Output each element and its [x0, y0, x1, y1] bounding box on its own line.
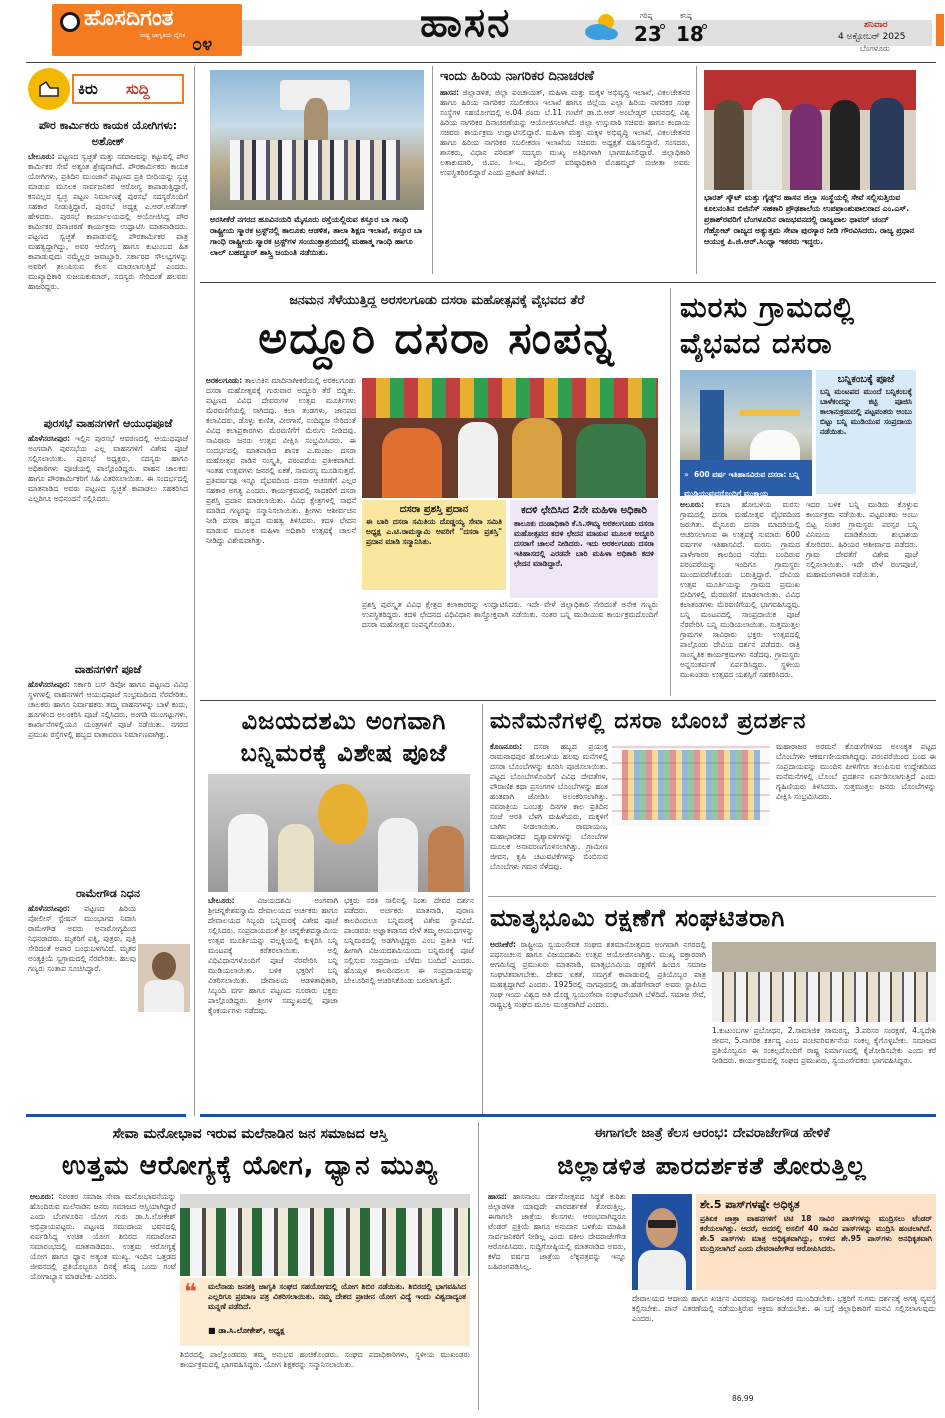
gandhi-photo	[210, 70, 424, 210]
jilla-box-title: ಶೇ.5 ಪಾಸ್‌ಗಳಷ್ಟೇ ಅಧಿಕೃತ	[700, 1198, 800, 1211]
marasu-box-body: ಬನ್ನಿ ಮಂಟಪದ ಮುಂದೆ ಬನ್ನಿಕಂಬಕ್ಕೆ ಬಾಳೆಕಂದನ್ನು ಕಟ್ಟಿ ಪೂಜಿಸಿ ಕಾಲಾನುಕ್ರಮದಲ್ಲಿ ಪಟ್ಟವಂತರು ಅಂಬು ಬಿಟ್ಟು ಬನ್ನಿ ಮುಡಿಯುವ ಸಂಪ್ರದಾಯ ನಡೆಯಿತು.	[820, 387, 912, 436]
dateline: ಅರಸೀಕೆರೆ:	[490, 940, 516, 949]
blue-caption-text: 600 ವರ್ಷ ಇತಿಹಾಸವಿರುವ ದಸರಾ: ಬನ್ನಿ ಮುಡಿಯುವುದರೊಂದಿಗೆ ಮುಕ್ತಾಯ	[684, 470, 800, 498]
vijaya-headline-1: ವಿಜಯದಶಮಿ ಅಂಗವಾಗಿ	[241, 707, 447, 735]
sidebar-item	[28, 416, 188, 632]
dasara-body: ತಾಲೂಕಿನ ಮಾದಿನಾಗೀಕರೆಯಲ್ಲಿ ಅರಕಲಗೂಡು ದಸರಾ ಮಹೋತ್ಸವಕ್ಕೆ ಗುರುವಾರ ಅದ್ದೂರಿ ತೆರೆ ಬಿದ್ದಿತು. ಪಟ್ಟಣದ ವಿವಿಧ ದೇವರುಗಳ ಉತ್ಸವ ಮೂರ್ತಿಗಳು ಮೆರವಣಿಗೆಯಲ್ಲಿ ಸಾಗಿದವು. ಕಲಾ ತಂಡಗಳು, ಜಾನಪದ ಕಲಾವಿದರು, ಡೊಳ್ಳು ಕುಣಿತ, ವೀರಗಾಸೆ, ನಂದಿಧ್ವಜ ಸೇರಿದಂತೆ ವಿವಿಧ ಕಲಾಪ್ರಕಾರಗಳು ಮೆರವಣಿಗೆಗೆ ಮೆರುಗು ನೀಡಿದವು. ಸಾವಿರಾರು ಜನರು ಉತ್ಸವ ವೀಕ್ಷಿಸಿ ಸಂಭ್ರಮಿಸಿದರು. ಈ ಸಂದರ್ಭದಲ್ಲಿ ಮಾತನಾಡಿದ ಶಾಸಕ ಎ.ಮಂಜು ದಸರಾ ಮಹೋತ್ಸವ ನಾಡಿನ ಸಂಸ್ಕೃತಿ, ಪರಂಪರೆಯ ಪ್ರತೀಕವಾಗಿದೆ. ಇಂತಹ ಉತ್ಸವಗಳು ಜನರಲ್ಲಿ ಏಕತೆ, ಸಾಮರಸ್ಯ ಮೂಡಿಸುತ್ತವೆ. ಪ್ರತಿವರ್ಷವೂ ಇನ್ನೂ ವೈಭವದಿಂದ ದಸರಾ ಆಚರಣೆಗೆ ಎಲ್ಲರ ಸಹಕಾರ ಅಗತ್ಯ ಎಂದರು. ಕಾರ್ಯಕ್ರಮದಲ್ಲಿ ಸಾಧಕರಿಗೆ ದಸರಾ ಪ್ರಶಸ್ತಿ ಪ್ರದಾನ ಮಾಡಲಾಯಿತು. ವಿವಿಧ ಕ್ಷೇತ್ರಗಳಲ್ಲಿ ಸಾಧನೆ ಮಾಡಿದ ಗಣ್ಯರನ್ನು ಸನ್ಮಾನಿಸಲಾಯಿತು. ಶ್ರೀಗಳು ಆಶೀರ್ವಚನ ನೀಡಿ ದಸರಾ ಹಬ್ಬದ ಮಹತ್ವ ತಿಳಿಸಿದರು. ಕದಳಿ ಛೇದನ ಮಾಡುವ ಮೂಲಕ ಮಹಿಳಾ ಅಧಿಕಾರಿ ಉತ್ಸವಕ್ಕೆ ಚಾಲನೆ ನೀಡಿದ್ದು ವಿಶೇಷವಾಗಿತ್ತು.	[206, 376, 356, 545]
vijaya-article	[208, 896, 338, 1110]
logo-text: ಹೊಸದಿಗಂತ	[84, 6, 174, 31]
jilla-box	[696, 1194, 936, 1290]
dateline: ಆಲೂರು:	[30, 1192, 54, 1201]
weather-icon	[582, 12, 622, 42]
column-divider	[696, 66, 697, 274]
sidebar-item	[28, 662, 188, 878]
min-temp-label: ಕನಿಷ್ಠ	[680, 12, 692, 20]
bombe-body: ದಸರಾ ಹಬ್ಬದ ಪ್ರಯುಕ್ತ ರಾಮನಾಥಪುರ ಹೋಬಳಿಯ ಹಲವು ಮನೆಗಳಲ್ಲಿ ದಸರಾ ಬೊಂಬೆಗಳನ್ನು ಕೂರಿಸಿ ಪೂಜಿಸಲಾಯಿತು. ಪಟ್ಟದ ಬೊಂಬೆಗಳೊಂದಿಗೆ ವಿವಿಧ ದೇವತೆಗಳ, ಪೌರಾಣಿಕ ಕಥಾ ಪ್ರಸಂಗಗಳ ಬೊಂಬೆಗಳನ್ನು ಹಂತ ಹಂತವಾಗಿ ಜೋಡಿಸಿ ಅಲಂಕರಿಸಲಾಗಿತ್ತು. ನವರಾತ್ರಿಯ ಒಂಬತ್ತು ದಿನಗಳ ಕಾಲ ಪ್ರತಿದಿನ ಸಂಜೆ ಆರತಿ ಬೆಳಗಿ ಮಹಿಳೆಯರು, ಮಕ್ಕಳಿಗೆ ಬಾಗಿನ ನೀಡಲಾಯಿತು. ರಾಮಾಯಣ, ಮಹಾಭಾರತದ ದೃಶ್ಯಾವಳಿಗಳನ್ನು ಬೊಂಬೆಗಳ ಮೂಲಕ ಅನಾವರಣಗೊಳಿಸಲಾಗಿತ್ತು. ಗ್ರಾಮೀಣ ಜೀವನ, ಕೃಷಿ ಚಟುವಟಿಕೆಗಳನ್ನು ಬಿಂಬಿಸುವ ಬೊಂಬೆಗಳು ಗಮನ ಸೆಳೆದವು.	[490, 742, 608, 871]
dasara-photo	[362, 378, 658, 498]
masthead-rule	[26, 62, 936, 63]
sidebar-item-body: ಪಟ್ಟಣದ ಹಿರಿಯ ಪೋಲೀಸ್ ಸ್ಟೇಷನ್ ಮುಂಭಾಗದ ನಿವಾಸಿ ರಾಮೇಗೌಡ ಅವರು ಅನಾರೋಗ್ಯದಿಂದ ನಿಧನರಾದರು. ಮೃತರಿಗೆ ಪತ್ನಿ, ಪುತ್ರರು, ಪುತ್ರಿ ಸೇರಿದಂತೆ ಅಪಾರ ಬಂಧುಬಳಗವಿದೆ. ಮೃತರ ಅಂತ್ಯಕ್ರಿಯೆ ಸ್ವಗ್ರಾಮದಲ್ಲಿ ನೆರವೇರಿತು. ಹಲವು ಗಣ್ಯರು ಸಂತಾಪ ಸೂಚಿಸಿದ್ದಾರೆ.	[28, 904, 136, 973]
yoga-caption-body: ಮಲೆನಾಡು ಜನಶಕ್ತಿ ಜಾಗೃತಿ ಸಂಘದ ಸಹಯೋಗದಲ್ಲಿ ಯೋಗ ಶಿಬಿರ ನಡೆಯಿತು. ಶಿಬಿರದಲ್ಲಿ ಭಾಗವಹಿಸಿದ ಎಲ್ಲರಿಗೂ ಪ್ರಮಾಣ ಪತ್ರ ವಿತರಿಸಲಾಯಿತು. ನಮ್ಮ ದೇಶದ ಪ್ರಾಚೀನ ಯೋಗ ವಿದ್ಯೆ ಇಂದು ವಿಶ್ವದಾದ್ಯಂತ ಮನ್ನಣೆ ಪಡೆದಿದೆ.	[208, 1282, 466, 1311]
jilla-amount: 86.99	[732, 1394, 754, 1403]
side-box-body: ತಾಲೂಕು ದಂಡಾಧಿಕಾರಿ ಕೆ.ಸಿ.ಸೌಮ್ಯ ಅರಕಲಗೂಡು ದಸರಾ ಮಹೋತ್ಸವದ ಕದಳಿ ಛೇದನ ಮಾಡುವ ಮೂಲಕ ಅದ್ದೂರಿ ದಸರಾಗೆ ಚಾಲನೆ ನೀಡಿದರು. ಇದು ಅರಕಲಗೂಡು ದಸರಾ ಇತಿಹಾಸದಲ್ಲಿ ಎರಡನೇ ಬಾರಿ ಮಹಿಳಾ ಅಧಿಕಾರಿ ಕದಳಿ ಛೇದನ ಮಾಡಿದ್ದಾರೆ.	[514, 519, 654, 568]
masthead-city: ಹಾಸನ	[420, 0, 512, 46]
registration-marks	[586, 1410, 626, 1416]
senior-body: ಜಿಲ್ಲಾಡಳಿತ, ಜಿಲ್ಲಾ ಪಂಚಾಯತ್, ಮಹಿಳಾ ಮತ್ತು ಮಕ್ಕಳ ಅಭಿವೃದ್ಧಿ ಇಲಾಖೆ, ವಿಕಲಚೇತನರ ಹಾಗೂ ಹಿರಿಯ ನಾಗರಿಕರ ಸಬಲೀಕರಣ ಇಲಾಖೆ ಹಾಗೂ ಜಿಲ್ಲೆಯ ಎಲ್ಲಾ ಹಿರಿಯ ನಾಗರಿಕರ ಸಂಘ ಸಂಸ್ಥೆಗಳ ಸಹಯೋಗದಲ್ಲಿ ಅ.04 ರಂದು ಬೆ.11 ಗಂಟೆಗೆ ಡಾ.ಬಿ.ಆರ್ ಅಂಬೇಡ್ಕರ್ ಭವನದಲ್ಲಿ ವಿಶ್ವ ಹಿರಿಯ ನಾಗರಿಕರ ದಿನಾಚರಣೆಯನ್ನು ಆಯೋಜಿಸಲಾಗಿದೆ. ಜಿಲ್ಲಾ ಉಸ್ತುವಾರಿ ಸಚಿವರು ಹಾಗೂ ಕಂದಾಯ ಸಚಿವರು ಕಾರ್ಯಕ್ರಮ ಉದ್ಘಾಟಿಸಲಿದ್ದಾರೆ. ಮಹಿಳಾ ಮತ್ತು ಮಕ್ಕಳ ಅಭಿವೃದ್ಧಿ ಇಲಾಖೆ, ವಿಕಲಚೇತನರ ಹಾಗೂ ಹಿರಿಯ ನಾಗರಿಕರ ಸಬಲೀಕರಣ ಇಲಾಖೆಯ ಸಚಿವರು ಅಧ್ಯಕ್ಷತೆ ವಹಿಸಲಿದ್ದಾರೆ. ಸಂಸದರು, ಶಾಸಕರು, ವಿಧಾನ ಪರಿಷತ್ ಸದಸ್ಯರು ಮುಖ್ಯ ಅತಿಥಿಗಳಾಗಿ ಭಾಗವಹಿಸಲಿದ್ದಾರೆ. ಜಿಲ್ಲಾಧಿಕಾರಿ ಲತಾಕುಮಾರಿ, ಜಿ.ಪಂ. ಸಿಇಒ, ಪೊಲೀಸ್ ವರಿಷ್ಠಾಧಿಕಾರಿ ಮೊಹಮ್ಮದ್ ಸುಜೀತಾ ಅವರು ಉಪಸ್ಥಿತರಿರಲಿದ್ದಾರೆ ಎಂದು ಪ್ರಕಟಣೆ ತಿಳಿಸಿದೆ.	[440, 88, 690, 177]
sidebar-item-heading: ರಾಮೇಗೌಡ ನಿಧನ	[76, 887, 140, 900]
vijaya-body: ವಿಜಯದಶಮಿ ಅಂಗವಾಗಿ ಶ್ರೀಚನ್ನಕೇಶವಸ್ವಾಮಿ ದೇವಾಲಯದ ಅರ್ಚಕರು ಹಾಗೂ ದೇವಾಲಯದ ಸಿಬ್ಬಂದಿ ಬನ್ನಿಮರಕ್ಕೆ ವಿಶೇಷ ಪೂಜೆ ಸಲ್ಲಿಸಿದರು. ಸಂಪ್ರದಾಯದಂತೆ ಶ್ರೀ ಚನ್ನಕೇಶವಸ್ವಾಮಿಯ ಉತ್ಸವ ಮೂರ್ತಿಯನ್ನು ಪಲ್ಲಕ್ಕಿಯಲ್ಲಿ ಕುಳ್ಳಿರಿಸಿ ಬನ್ನಿ ಮಂಟಪಕ್ಕೆ ಕರೆತರಲಾಯಿತು. ಅಲ್ಲಿ ವಿಧಿವಿಧಾನಗಳೊಂದಿಗೆ ಪೂಜೆ ನೆರವೇರಿಸಿ ಬನ್ನಿ ಮುಡಿಯಲಾಯಿತು. ಬಳಿಕ ಭಕ್ತರಿಗೆ ಬನ್ನಿ ವಿತರಿಸಲಾಯಿತು. ದೇವಾಲಯ ಆಡಳಿತಾಧಿಕಾರಿ, ಸಿಬ್ಬಂದಿ ವರ್ಗ ಹಾಗೂ ಪಟ್ಟಣದ ನೂರಾರು ಭಕ್ತರು ಪಾಲ್ಗೊಂಡಿದ್ದರು. ಶ್ರೀಗಳ ಸಮ್ಮುಖದಲ್ಲಿ ಪೂಜಾ ಕೈಂಕರ್ಯಗಳು ನಡೆದವು.	[208, 896, 338, 1015]
vijaya-photo	[208, 774, 470, 892]
obituary-photo	[138, 944, 190, 1012]
logo-tagline: ರಾಷ್ಟ್ರ ಜಾಗೃತಿಯ ದೈನಿಕ	[140, 32, 186, 39]
kiru-suddi-hand-icon	[28, 68, 70, 110]
suddi-label: ಸುದ್ದಿ	[126, 80, 150, 98]
degree-icon	[660, 24, 665, 29]
sidebar-item-body: ಪಟ್ಟಣದ ಸ್ವಚ್ಛತೆ ಮತ್ತು ಸಮಾಜವನ್ನು ಕಟ್ಟುವಲ್ಲಿ ಪೌರ ಕಾರ್ಮಿಕರ ಸೇವೆ ಅತ್ಯಂತ ಶ್ರೇಷ್ಠವಾಗಿದೆ. ಪೌರಕಾರ್ಮಿಕರು ಕಾಯಕ ಯೋಗಿಗಳು, ಪ್ರತಿದಿನ ಮುಂಜಾನೆ ಪಟ್ಟಣದ ಪ್ರತಿ ಬೀದಿಯನ್ನು ಸ್ವಚ್ಛ ಮಾಡುವ ಮೂಲಕ ಸಾರ್ವಜನಿಕರ ಆರೋಗ್ಯ ಕಾಪಾಡುತ್ತಿದ್ದಾರೆ, ಕಸವಿಲ್ಲದ ಸ್ವಚ್ಛ ಪಟ್ಟಣ ನಿರ್ಮಾಣಕ್ಕೆ ಪುರಸಭೆ ಸದಸ್ಯರೊಂದಿಗೆ ಸಹಕಾರ ನೀಡುತ್ತಿದ್ದಾರೆ. ಪುರಸಭೆ ಅಧ್ಯಕ್ಷ ಎ.ಆರ್.ಅಶೋಕ್ ಹೇಳಿದರು. ಪುರಸಭೆ ಕಾರ್ಯಾಲಯದಲ್ಲಿ ಆಯೋಜಿಸಿದ್ದ ಪೌರ ಕಾರ್ಮಿಕರ ದಿನಾಚರಣೆ ಕಾರ್ಯಕ್ರಮ ಉದ್ಘಾಟಿಸಿ ಮಾತನಾಡಿದರು. ಪಟ್ಟಣದ ಸ್ವಚ್ಛತೆ ಕಾಪಾಡುವಲ್ಲಿ ಪೌರಕಾರ್ಮಿಕರ ಪಾತ್ರ ಮಹತ್ವದ್ದಾಗಿದ್ದು, ಅವರ ಆರೋಗ್ಯ ಹಾಗೂ ಕುಟುಂಬದ ಹಿತ ಕಾಪಾಡುವುದು ನಮ್ಮೆಲ್ಲರ ಜವಾಬ್ದಾರಿ. ಸರ್ಕಾರದ ಸೌಲಭ್ಯಗಳನ್ನು ಅವರಿಗೆ ತಲುಪಿಸುವ ಕೆಲಸ ಮಾಡಲಾಗುತ್ತಿದೆ ಎಂದರು. ಮುಖ್ಯಾಧಿಕಾರಿ ಸುಜಯಕುಮಾರ್, ಸದಸ್ಯರು ಸೇರಿದಂತೆ ಹಲವರು ಹಾಜರಿದ್ದರು.	[28, 152, 188, 291]
senior-heading: ಇಂದು ಹಿರಿಯ ನಾಗರಿಕರ ದಿನಾಚರಣೆ	[440, 69, 594, 84]
award-photo	[704, 70, 916, 190]
section-rule	[488, 896, 936, 897]
matru-article	[490, 940, 706, 1110]
marasu-box-title: ಬನ್ನಿಕಂಬಕ್ಕೆ ಪೂಜೆ	[837, 374, 895, 385]
dateline: ಅರಕಲಗೂಡು:	[206, 376, 243, 385]
min-temp: 18	[676, 22, 704, 46]
yoga-photo	[180, 1194, 470, 1276]
dateline: ಆಲೂರು:	[680, 500, 704, 509]
kiru-suddi-logo[interactable]	[28, 68, 186, 112]
blue-caption-arrow-icon: »	[684, 470, 689, 479]
dateline: ಹೊಳೆನರಸೀಪುರ:	[28, 434, 71, 443]
marasu-headline-2: ವೈಭವದ ದಸರಾ	[680, 327, 833, 360]
kiru-label: ಕಿರು	[78, 80, 98, 98]
marasu-blue-caption	[680, 460, 812, 496]
quote-attribution: ■ ಡಾ.ಸಿ.ಲೋಕೇಶ್, ಅಧ್ಯಕ್ಷ	[208, 1326, 285, 1335]
yoga-body: ನಿರಂತರ ಸಮಾಜ ಸೇವಾ ಮನೋಭಾವನೆಯನ್ನು ಹೊಂದಿರುವ ಮಲೆನಾಡಿನ ಜನರು ಸಮಾಜದ ಆಸ್ತಿಯಾಗಿದ್ದಾರೆ ಎಂದು ಬೆಂಗಳೂರಿನ ಯೋಗ ಗುರು ಡಾ.ಸಿ.ಲೋಕೇಶ್ ಅಭಿಪ್ರಾಯಪಟ್ಟರು. ಪಟ್ಟಣದ ಸಮುದಾಯ ಭವನದಲ್ಲಿ ಏರ್ಪಡಿಸಿದ್ದ ಉಚಿತ ಯೋಗ ಶಿಬಿರದ ಸಮಾರೋಪ ಸಮಾರಂಭದಲ್ಲಿ ಮಾತನಾಡಿದರು. ಉತ್ತಮ ಆರೋಗ್ಯಕ್ಕೆ ಯೋಗ ಹಾಗೂ ಧ್ಯಾನ ಅತ್ಯಂತ ಮುಖ್ಯ. ಇಂದಿನ ಒತ್ತಡದ ಜೀವನದಲ್ಲಿ ಪ್ರತಿಯೊಬ್ಬರೂ ದಿನಕ್ಕೆ ಕನಿಷ್ಠ ಒಂದು ಗಂಟೆ ಯೋಗಾಭ್ಯಾಸ ಮಾಡಬೇಕು ಎಂದರು.	[30, 1192, 176, 1281]
registration-marks	[846, 1410, 886, 1416]
marasu-box	[816, 370, 916, 494]
dasara-article-continued: ಪ್ರಶಸ್ತಿ ಪುರಸ್ಕೃತ ವಿವಿಧ ಕ್ಷೇತ್ರದ ಕಲಾಕಾರರನ್ನು ಉದ್ಘಾಟಿಸಿದರು. ಇದೇ ವೇಳೆ ಜಿಲ್ಲಾಧಿಕಾರಿ ಸೇರಿದಂತೆ ಅನೇಕ ಗಣ್ಯರು ಉಪಸ್ಥಿತರಿದ್ದರು. ಕದಳಿ ಛೇದನದ ವಿಧಿವಿಧಾನ ಶಾಸ್ತ್ರೋಕ್ತವಾಗಿ ನಡೆಯಿತು. ನಂತರ ಬನ್ನಿ ಮುಡಿಯುವ ಕಾರ್ಯಕ್ರಮದೊಂದಿಗೆ ದಸರಾ ಮಹೋತ್ಸವ ಸಂಪನ್ನಗೊಂಡಿತು.	[362, 600, 658, 629]
section-rule	[200, 1114, 936, 1117]
dasara-kicker: ಜನಮನ ಸೆಳೆಯುತ್ತಿದ್ದ ಅರಸಲಗೂಡು ದಸರಾ ಮಹೋತ್ಸವಕ್ಕೆ ವೈಭವದ ತೆರೆ	[289, 292, 585, 307]
marasu-article-continued: ಇದರ ಬಳಿಕ ಬನ್ನಿ ಮುಡಿದು ಕೊಳ್ಳುವ ಕಾರ್ಯಕ್ರಮ ನಡೆಯಿತು. ಪಟ್ಟವಂತರು ಅಂಬು ಬಿಟ್ಟ ನಂತರ ಗ್ರಾಮಸ್ಥರು ಪರಸ್ಪರ ಬನ್ನಿ ವಿನಿಮಯ ಮಾಡಿಕೊಂಡು ಶುಭಾಶಯ ಕೋರಿದರು. ಹಿರಿಯರ ಆಶೀರ್ವಾದ ಪಡೆದರು. ಗ್ರಾಮ ದೇವತೆಗೆ ವಿಶೇಷ ಪೂಜೆ ಸಲ್ಲಿಸಲಾಯಿತು. ಇದೇ ವೇಳೆ ರಂಗಪೂಜೆ, ಮಹಾಮಂಗಳಾರತಿ ನಡೆಯಿತು.	[806, 500, 918, 579]
senior-article	[440, 88, 690, 274]
jilla-photo	[632, 1194, 692, 1290]
jilla-article	[488, 1192, 626, 1302]
yoga-article-continued: ಶಿಬಿರದಲ್ಲಿ ಪಾಲ್ಗೊಂಡವರು ತಮ್ಮ ಅನುಭವ ಹಂಚಿಕೊಂಡರು. ಸಂಘದ ಪದಾಧಿಕಾರಿಗಳು, ಸ್ಥಳೀಯ ಮುಖಂಡರು ಕಾರ್ಯಕ್ರಮದಲ್ಲಿ ಭಾಗವಹಿಸಿದ್ದರು. ಯೋಗ ಶಿಕ್ಷಕರನ್ನು ಸನ್ಮಾನಿಸಲಾಯಿತು.	[180, 1350, 470, 1369]
masthead-logo-banner[interactable]	[52, 4, 242, 56]
registration-marks	[92, 1410, 132, 1416]
column-divider	[478, 1122, 479, 1410]
marasu-headline-1: ಮರಸು ಗ್ರಾಮದಲ್ಲಿ	[680, 291, 856, 324]
gandhi-caption: ಅರಸೀಕೆರೆ ನಗರದ ಹೂವಿನಯರಿ ಮೈಸೂರು ರಸ್ತೆಯಲ್ಲಿರುವ ಕಸ್ತೂರ ಬಾ ಗಾಂಧಿ ರಾಷ್ಟ್ರೀಯ ಸ್ಮಾರಕ ಟ್ರಸ್ಟ್‌ನಲ್ಲಿ ತಾಲೂಕು ಆಡಳಿತ, ತಾಲಾ ಶಿಕ್ಷಣ ಇಲಾಖೆ, ಕಸ್ತೂರ ಬಾ ಗಾಂಧಿ ರಾಷ್ಟ್ರೀಯ ಸ್ಮಾರಕ ಟ್ರಸ್ಟ್‌ಗಳ ಸಂಯುಕ್ತಾಶ್ರಯದಲ್ಲಿ ಮಹಾತ್ಮ ಗಾಂಧಿ ಹಾಗೂ ಲಾಲ್ ಬಹದ್ದೂರ್ ಶಾಸ್ತ್ರಿ ಜಯಂತಿ ನಡೆಯಿತು.	[210, 215, 423, 257]
section-rule	[200, 700, 936, 701]
vijaya-headline-2: ಬನ್ನಿಮರಕ್ಕೆ ವಿಶೇಷ ಪೂಜೆ	[240, 739, 448, 767]
column-divider	[670, 288, 671, 696]
masthead-date: 4 ಅಕ್ಟೋಬರ್ 2025	[838, 32, 906, 42]
sidebar-item-body: ಸರ್ಕಾರಿ ಬಸ್ ಡಿಪೋ ಹಾಗೂ ಪಟ್ಟಣದ ವಿವಿಧ ಸ್ಥಳಗಳಲ್ಲಿ ವಾಹನಗಳಿಗೆ ಆಯುಧಪೂಜೆ ಸಂಭ್ರಮದಿಂದ ನೆರವೇರಿತು. ಚಾಲಕರು ಹಾಗೂ ನಿರ್ವಾಹಕರು ತಮ್ಮ ವಾಹನಗಳನ್ನು ಬಾಳೆ ಕಂದು, ಹೂಗಳಿಂದ ಅಲಂಕರಿಸಿ ಪೂಜೆ ಸಲ್ಲಿಸಿದರು. ಅಂಗಡಿ ಮುಂಗಟ್ಟುಗಳು, ಕಾರ್ಖಾನೆಗಳಲ್ಲಿಯೂ ಯಂತ್ರಗಳಿಗೆ ಪೂಜೆ ನಡೆಯಿತು. ನಗರದ ಪ್ರಮುಖ ರಸ್ತೆಗಳಲ್ಲಿ ಹಬ್ಬದ ವಾತಾವರಣ ನಿರ್ಮಾಣವಾಗಿತ್ತು.	[28, 680, 188, 739]
masthead-orange-bar	[936, 14, 944, 46]
caption-title: ದಸರಾ ಪ್ರಶಸ್ತಿ ಪ್ರದಾನ	[399, 504, 469, 515]
sidebar-item	[28, 886, 188, 1024]
kiru-suddi-banner	[72, 74, 184, 104]
bombe-article	[490, 742, 608, 892]
masthead-day: ಶನಿವಾರ	[864, 20, 888, 30]
bombe-article-continued: ಮಹಾರಾಜರ ಅರಮನೆ ತೊಡುಗೆಗಳಿಂದ ಅಲಂಕೃತ ಪಟ್ಟದ ಬೊಂಬೆಗಳು ಆಕರ್ಷಣೀಯವಾಗಿದ್ದವು. ಪರಂಪರೆಯಿಂದ ಬಂದ ಈ ಸಂಪ್ರದಾಯವನ್ನು ಮುಂದಿನ ಪೀಳಿಗೆಗೂ ತಲುಪಿಸುವ ಉದ್ದೇಶದಿಂದ ಮನೆಮನೆಗಳಲ್ಲಿ ಬೊಂಬೆ ಪ್ರದರ್ಶನ ಏರ್ಪಡಿಸಲಾಗುತ್ತಿದೆ ಎಂದು ಗೃಹಿಣಿಯರು ತಿಳಿಸಿದರು. ಸುತ್ತಮುತ್ತಲ ಜನರು ಬೊಂಬೆಗಳನ್ನು ವೀಕ್ಷಿಸಿ ಸಂಭ್ರಮಿಸಿದರು.	[776, 742, 936, 801]
masthead-edition: ಬೆಂಗಳೂರು	[860, 44, 890, 53]
matru-list: 1.ಕುಟುಂಬಗಳ ಪ್ರಬೋಧನ, 2.ಸಾಮಾಜಿಕ ಸಾಮರಸ್ಯ, 3.ಪರಿಸರ ಸಂರಕ್ಷಣೆ, 4.ಸ್ವದೇಶಿ ಜೀವನ, 5.ನಾಗರಿಕ ಕರ್ತವ್ಯ ಎಂಬ ಪಂಚಪರಿವರ್ತನೆಯ ಸಂಕಲ್ಪ ಕೈಗೊಳ್ಳಬೇಕು. ಸಮಾಜದ ಪ್ರತಿಯೊಬ್ಬರೂ ಈ ಸಂಕಲ್ಪದೊಂದಿಗೆ ರಾಷ್ಟ್ರ ನಿರ್ಮಾಣದಲ್ಲಿ ಕೈಜೋಡಿಸಬೇಕು ಎಂದು ಕರೆ ನೀಡಿದರು. ಕಾರ್ಯಕ್ರಮದಲ್ಲಿ ಸಂಘದ ಪ್ರಮುಖರು, ಸ್ವಯಂಸೇವಕರು ಭಾಗವಹಿಸಿದ್ದರು.	[712, 1026, 936, 1065]
dasara-headline: ಅದ್ದೂರಿ ದಸರಾ ಸಂಪನ್ನ	[258, 313, 616, 364]
dasara-side-box	[510, 500, 658, 598]
side-box-title: ಕದಳಿ ಛೇದಿಸಿದ 2ನೇ ಮಹಿಳಾ ಅಧಿಕಾರಿ	[521, 505, 647, 516]
registration-marks	[340, 1410, 380, 1416]
column-divider	[194, 66, 195, 1116]
sidebar-item-heading: ಪೌರ ಕಾರ್ಮಿಕರು ಕಾಯಕ ಯೋಗಿಗಳು: ಅಶೋಕ್	[38, 119, 178, 148]
yoga-headline: ಉತ್ತಮ ಆರೋಗ್ಯಕ್ಕೆ ಯೋಗ, ಧ್ಯಾನ ಮುಖ್ಯ	[61, 1151, 439, 1181]
dateline: ಬೇಲೂರು:	[28, 152, 55, 161]
dasara-article	[206, 376, 356, 696]
quote-icon: ❝	[184, 1280, 197, 1305]
matru-photo	[712, 942, 936, 1022]
sidebar-item-heading: ವಾಹನಗಳಿಗೆ ಪೂಜೆ	[74, 663, 142, 676]
max-temp: 23	[634, 22, 662, 46]
dateline: ಹಾಸನ:	[488, 1192, 507, 1201]
vijaya-article-continued: ಭಕ್ತರು ಸರತಿ ಸಾಲಿನಲ್ಲಿ ನಿಂತು ದೇವರ ದರ್ಶನ ಪಡೆದರು. ಅರ್ಚಕರು ಮಾತನಾಡಿ, ಪುರಾಣ ಕಾಲದಿಂದಲೂ ಬನ್ನಿಮರಕ್ಕೆ ವಿಶೇಷ ಸ್ಥಾನವಿದೆ. ಪಾಂಡವರು ಅಜ್ಞಾತವಾಸದ ವೇಳೆ ತಮ್ಮ ಆಯುಧಗಳನ್ನು ಬನ್ನಿಮರದಲ್ಲಿ ಅಡಗಿಸಿಟ್ಟಿದ್ದರು ಎಂಬ ಪ್ರತೀತಿ ಇದೆ. ಹೀಗಾಗಿ ವಿಜಯದಶಮಿಯಂದು ಬನ್ನಿಮರಕ್ಕೆ ಪೂಜೆ ಸಲ್ಲಿಸುವ ಸಂಪ್ರದಾಯ ಬೆಳೆದು ಬಂದಿದೆ ಎಂದರು. ಹೊಯ್ಸಳ ಕಾಲದಿಂದಲೂ ಈ ಸಂಪ್ರದಾಯವನ್ನು ಬೇಲೂರಿನಲ್ಲಿ ಆಚರಿಸಿಕೊಂಡು ಬರಲಾಗುತ್ತಿದೆ.	[344, 896, 474, 985]
section-rule	[200, 282, 936, 283]
jilla-kicker: ಈಗಾಗಲೇ ಜಾತ್ರೆ ಕೆಲಸ ಆರಂಭ: ದೇವರಾಜೇಗೌಡ ಹೇಳಿಕೆ	[594, 1126, 830, 1141]
yoga-quote-box	[180, 1278, 470, 1346]
dateline: ಹೊಳೆನರಸೀಪುರ:	[28, 904, 71, 913]
dateline: ಹೊಳೆನರಸೀಪುರ:	[28, 680, 71, 689]
max-temp-label: ಗರಿಷ್ಠ	[640, 12, 653, 20]
sidebar-item	[28, 118, 188, 394]
bombe-headline: ಮನೆಮನೆಗಳಲ್ಲಿ ದಸರಾ ಬೊಂಬೆ ಪ್ರದರ್ಶನ	[490, 709, 807, 734]
section-rule	[26, 1114, 186, 1117]
marasu-article	[680, 500, 800, 696]
award-caption: ಭಾರತ್ ಸ್ಕೌಟ್ ಮತ್ತು ಗೈಡ್ಸ್‌ನ ಹಾಸನ ಜಿಲ್ಲಾ ಸಂಸ್ಥೆಯಲ್ಲಿ ಸೇವೆ ಸಲ್ಲಿಸುತ್ತಿರುವ ಕೂಲನಂತಿನ ಬಿಜಿನೆಸ್ ಸಹಕಾರಿ ಪ್ರೌಢಶಾಲೆಯ ಉಪಪ್ರಾಂಶುಪಾಲರಾದ ಎಂ.ಎಸ್. ಪ್ರಕಾಶ್‌ರವರಿಗೆ ಬೆಂಗಳೂರಿನ ರಾಜಭವನದಲ್ಲಿ ರಾಜ್ಯಪಾಲ ಥಾವರ್ ಚಂದ್ ಗೆಹ್ಲೋಟ್ ರಾಜ್ಯದ ಅತ್ಯುತ್ತಮ ಸೇವಾ ಪುರಸ್ಕಾರ ನೀಡಿ ಗೌರವಿಸಿದರು. ರಾಜ್ಯ ಪ್ರಧಾನ ಆಯುಕ್ತ ಪಿ.ಜಿ.ಆರ್.ಸಿಂಧ್ಯಾ ಇತರರು ಇದ್ದರು.	[704, 193, 915, 246]
dateline: ಬೇಲೂರು:	[208, 896, 235, 905]
dasara-photo-caption-box	[362, 500, 506, 590]
quote-by: ಡಾ.ಸಿ.ಲೋಕೇಶ್, ಅಧ್ಯಕ್ಷ	[218, 1326, 285, 1335]
yoga-article	[30, 1192, 176, 1406]
dateline: ಹಾಸನ:	[440, 88, 459, 97]
sidebar-item-heading: ಪುರಸಭೆ ವಾಹನಗಳಿಗೆ ಆಯುಧಪೂಜೆ	[43, 417, 173, 430]
dateline: ಕೊಣನೂರು:	[490, 742, 523, 751]
jilla-article-continued: ದೇವಾಲಯದ ಆದಾಯ ಹಾಗೂ ಖರ್ಚಿನ ವಿವರವನ್ನು ಸಾರ್ವಜನಿಕರ ಮುಂದಿಡಬೇಕು. ಭಕ್ತರಿಗೆ ಸುಗಮ ದರ್ಶನಕ್ಕೆ ಅಗತ್ಯ ವ್ಯವಸ್ಥೆ ಕಲ್ಪಿಸಬೇಕು. ಪಾಸ್ ವಿತರಣೆಯಲ್ಲಿ ನಡೆಯುತ್ತಿರುವ ಅಕ್ರಮ ತಡೆಯಬೇಕು. ಈ ಬಗ್ಗೆ ಜಿಲ್ಲಾಧಿಕಾರಿಗೆ ಮನವಿ ಸಲ್ಲಿಸಲಾಗುವುದು ಎಂದರು.	[632, 1294, 936, 1323]
jilla-headline: ಜಿಲ್ಲಾಡಳಿತ ಪಾರದರ್ಶಕತೆ ತೋರುತ್ತಿಲ್ಲ	[557, 1152, 867, 1180]
sidebar-item-body: ಇಲ್ಲಿನ ಪುರಸಭೆ ಆವರಣದಲ್ಲಿ ಆಯುಧಪೂಜೆ ಅಂಗವಾಗಿ ಪುರಸಭೆಯ ಎಲ್ಲ ವಾಹನಗಳಿಗೆ ವಿಶೇಷ ಪೂಜೆ ಸಲ್ಲಿಸಲಾಯಿತು. ಪುರಸಭೆ ಅಧ್ಯಕ್ಷರು, ಸದಸ್ಯರು ಹಾಗೂ ಅಧಿಕಾರಿಗಳು ಪೂಜೆಯಲ್ಲಿ ಪಾಲ್ಗೊಂಡಿದ್ದರು. ವಾಹನ ಚಾಲಕರು ಹಾಗೂ ಪೌರಕಾರ್ಮಿಕರಿಗೆ ಸಿಹಿ ವಿತರಿಸಲಾಯಿತು. ಈ ಸಂದರ್ಭದಲ್ಲಿ ಮಾತನಾಡಿದ ಅವರು ಪಟ್ಟಣದ ಸ್ವಚ್ಛತೆ ಕಾಪಾಡಲು ಸಹಕರಿಸಿದ ಎಲ್ಲರಿಗೂ ಅಭಿನಂದನೆ ಸಲ್ಲಿಸಿದರು.	[28, 434, 188, 503]
column-divider	[432, 66, 433, 274]
degree-icon	[702, 24, 707, 29]
caption-body: ಈ ಬಾರಿ ದಸರಾ ಸಮಿತಿಯ ದೊಡ್ಡಯ್ಯ ಸೇವಾ ಸಮಿತಿ ಅಧ್ಯಕ್ಷ ಎ.ಟಿ.ರಾಮಸ್ವಾಮಿ ಅವರಿಗೆ "ದಸರಾ ಪ್ರಶಸ್ತಿ" ಪ್ರದಾನ ಮಾಡಿ ಸನ್ಮಾನಿಸಿತು.	[366, 517, 502, 546]
yoga-kicker: ಸೇವಾ ಮನೋಭಾವ ಇರುವ ಮಲೆನಾಡಿನ ಜನ ಸಮಾಜದ ಆಸ್ತಿ	[112, 1126, 388, 1142]
matru-headline: ಮಾತೃಭೂಮಿ ರಕ್ಷಣೆಗೆ ಸಂಘಟಿತರಾಗಿ	[490, 904, 786, 932]
marasu-body: ಕಸಬಾ ಹೋಬಳಿಯ ಮರಸು ಗ್ರಾಮದಲ್ಲಿ ದಸರಾ ಮಹೋತ್ಸವ ವೈಭವದಿಂದ ಜರುಗಿತು. ಮೈಸೂರು ದಸರಾ ಮಾದರಿಯಲ್ಲಿ ಆಚರಿಸಲಾಗುವ ಈ ಉತ್ಸವಕ್ಕೆ ಸುಮಾರು 600 ವರ್ಷಗಳ ಇತಿಹಾಸವಿದೆ. ಮರಸು ಗ್ರಾಮದ ಪಾಳೇಗಾರರ ಕಾಲದಿಂದ ನಡೆದು ಬಂದಿರುವ ಪರಂಪರೆಯನ್ನು ಇಂದಿಗೂ ಗ್ರಾಮಸ್ಥರು ಮುಂದುವರೆಸಿಕೊಂಡು ಬರುತ್ತಿದ್ದಾರೆ. ದೇವಿಯ ಉತ್ಸವ ಮೂರ್ತಿಯನ್ನು ಗ್ರಾಮದ ಪ್ರಮುಖ ಬೀದಿಗಳಲ್ಲಿ ಮೆರವಣಿಗೆ ಮಾಡಲಾಯಿತು. ವಿವಿಧ ಕಲಾತಂಡಗಳು ಮೆರವಣಿಗೆಯಲ್ಲಿ ಭಾಗವಹಿಸಿದ್ದವು. ಬನ್ನಿ ಮಂಟಪದಲ್ಲಿ ಸಾಂಪ್ರದಾಯಿಕ ಪೂಜೆ ನೆರವೇರಿಸಿ ಬನ್ನಿ ಮುಡಿಯಲಾಯಿತು. ಸುತ್ತಮುತ್ತಲ ಗ್ರಾಮಗಳ ಸಾವಿರಾರು ಭಕ್ತರು ಉತ್ಸವದಲ್ಲಿ ಪಾಲ್ಗೊಂಡು ದೇವಿಯ ದರ್ಶನ ಪಡೆದರು. ರಾತ್ರಿ ಸಾಂಸ್ಕೃತಿಕ ಕಾರ್ಯಕ್ರಮಗಳು ನಡೆದವು. ಗ್ರಾಮಸ್ಥರು ಅನ್ನಸಂತರ್ಪಣೆ ಏರ್ಪಡಿಸಿದ್ದರು. ಸ್ಥಳೀಯ ಮುಖಂಡರು ಉತ್ಸವದ ಯಶಸ್ಸಿಗೆ ಸಹಕರಿಸಿದರು.	[680, 500, 800, 679]
matru-body: ರಾಷ್ಟ್ರೀಯ ಸ್ವಯಂಸೇವಕ ಸಂಘದ ಶತಮಾನೋತ್ಸವದ ಅಂಗವಾಗಿ ನಗರದಲ್ಲಿ ಪಥಸಂಚಲನ ಹಾಗೂ ವಿಜಯದಶಮಿ ಉತ್ಸವ ಆಯೋಜಿಸಲಾಗಿತ್ತು. ಮುಖ್ಯ ವಕ್ತಾರರಾಗಿ ಆಗಮಿಸಿದ್ದ ಪ್ರಮುಖರು ಮಾತನಾಡಿ, ಮಾತೃಭೂಮಿಯ ರಕ್ಷಣೆಗೆ ಹಿಂದೂ ಸಮಾಜ ಸಂಘಟಿತವಾಗಬೇಕು. ದೇಶದ ಏಕತೆ, ಸಮಗ್ರತೆ ಕಾಪಾಡುವಲ್ಲಿ ಪ್ರತಿಯೊಬ್ಬರ ಪಾತ್ರ ಮಹತ್ವದ್ದಾಗಿದೆ ಎಂದರು. 1925ರಲ್ಲಿ ನಾಗಪುರದಲ್ಲಿ ಡಾ.ಹೆಡಗೇವಾರ್ ಅವರು ಸ್ಥಾಪಿಸಿದ ಸಂಘ ಇಂದು ವಿಶ್ವದ ಅತಿ ದೊಡ್ಡ ಸ್ವಯಂಸೇವಾ ಸಂಘಟನೆಯಾಗಿ ಬೆಳೆದಿದೆ. ಸಮಾಜ ಸೇವೆ, ರಾಷ್ಟ್ರಭಕ್ತಿ ಸಂಘದ ಮೂಲ ಮಂತ್ರವಾಗಿದೆ ಎಂದರು.	[490, 940, 706, 1009]
logo-emblem-icon	[60, 12, 80, 32]
masthead	[0, 0, 945, 60]
bombe-photo	[612, 744, 770, 826]
jilla-body: ಹಾಸನಾಂಬ ದರ್ಶನೋತ್ಸವದ ಸಿದ್ಧತೆ ಕುರಿತು ಜಿಲ್ಲಾಡಳಿತ ಯಾವುದೇ ಪಾರದರ್ಶಕತೆ ತೋರುತ್ತಿಲ್ಲ. ಈಗಾಗಲೇ ಜಾತ್ರೆಯ ಕೆಲಸಗಳು ಆರಂಭವಾಗಿದ್ದರೂ ಟೆಂಡರ್ ಪ್ರಕ್ರಿಯೆ ಹಾಗೂ ಅನುದಾನ ಬಳಕೆಯ ಮಾಹಿತಿ ಸಾರ್ವಜನಿಕರಿಗೆ ನೀಡಿಲ್ಲ ಎಂದು ವಕೀಲ ದೇವರಾಜೇಗೌಡ ಆರೋಪಿಸಿದರು. ಸುದ್ದಿಗೋಷ್ಠಿಯಲ್ಲಿ ಮಾತನಾಡಿದ ಅವರು, ಕಳೆದ ವರ್ಷದ ಜಾತ್ರೆಯ ಲೆಕ್ಕಪತ್ರವನ್ನು ಇನ್ನೂ ಬಹಿರಂಗಪಡಿಸಿಲ್ಲ.	[488, 1192, 626, 1271]
page-number: ೦೪	[192, 34, 213, 55]
column-divider	[482, 704, 483, 1114]
jilla-box-body: ಪ್ರತಿಏಕ ಜಾತ್ರಾ ವಾಹನಗಳಿಗೆ ಟಿಟಿ 18 ಸಾವಿರ ಪಾಸ್‌ಗಳನ್ನು ಮುದ್ರಿಸಲು ಟೆಂಡರ್ ಕರೆಯಲಾಗಿತ್ತು. ಆದರೆ, ಅದರಲ್ಲಿ ಅಸಲಿಗೆ 40 ಸಾವಿರ ಪಾಸ್‌ಗಳನ್ನು ಮುದ್ರಿಸಿ ಹಂಚಲಾಗಿದೆ. ಶೇ.5 ಪಾಸ್‌ಗಳು ಮಾತ್ರ ಅಧಿಕೃತವಾಗಿದ್ದು, ಉಳಿದ ಶೇ.95 ಪಾಸ್‌ಗಳು ಅನಧಿಕೃತವಾಗಿ ಮುದ್ರಿಸಲಾಗಿದೆ ಎಂದು ದೇವರಾಜೇಗೌಡ ಆರೋಪಿಸಿದರು.	[700, 1214, 932, 1253]
